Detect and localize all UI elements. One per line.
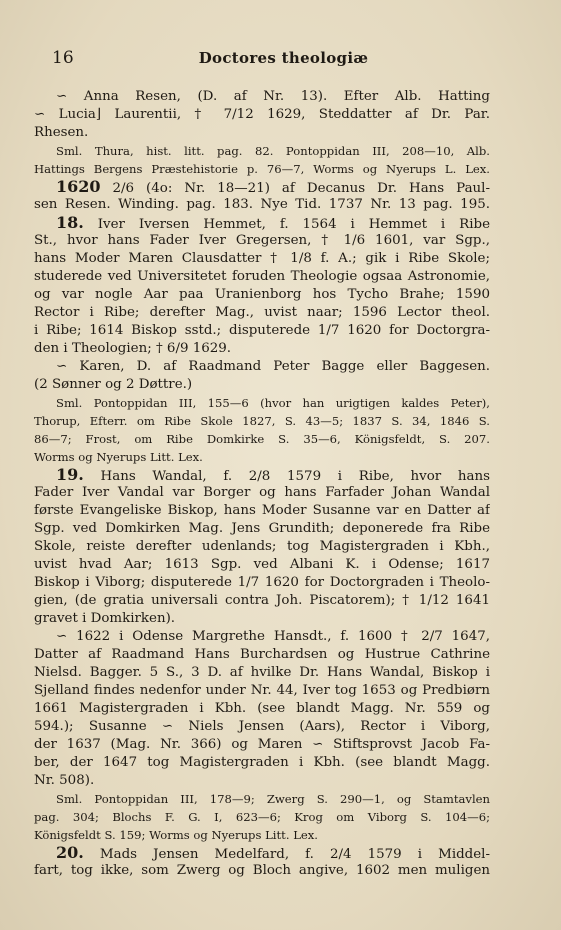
text-line: 20. Mads Jensen Medelfard, f. 2/4 1579 i Middel- bbox=[56, 844, 490, 862]
running-title: Doctores theologiæ bbox=[198, 49, 369, 67]
entry-number: 18. bbox=[56, 214, 84, 232]
text-line: Sml. Thura, hist. litt. pag. 82. Pontoppidan III, 208—10, Alb. bbox=[56, 144, 490, 158]
text-line: Datter af Raadmand Hans Burchardsen og Hustrue Cathrine bbox=[34, 647, 490, 662]
text-line: ∽ Anna Resen, (D. af Nr. 13). Efter Alb. Hatting bbox=[56, 89, 490, 104]
text-line: Königsfeldt S. 159; Worms og Nyerups Litt. Lex. bbox=[34, 828, 318, 842]
text-line: gien, (de gratia universali contra Joh. Piscatorem); † 1/12 1641 bbox=[34, 593, 490, 608]
text-line: Nr. 508). bbox=[34, 773, 95, 788]
text-line: Biskop i Viborg; disputerede 1/7 1620 for Doctorgraden i Theolo- bbox=[34, 575, 490, 590]
text-line: (2 Sønner og 2 Døttre.) bbox=[34, 377, 193, 392]
text-line: sen Resen. Winding. pag. 183. Nye Tid. 1737 Nr. 13 pag. 195. bbox=[34, 197, 490, 212]
text-line: Rhesen. bbox=[34, 125, 89, 140]
text-line: fart, tog ikke, som Zwerg og Bloch angive, 1602 men muligen bbox=[34, 863, 490, 878]
text-line: Sjelland findes nedenfor under Nr. 44, Iver tog 1653 og Predbiørn bbox=[34, 683, 490, 698]
text-line: ∽ 1622 i Odense Margrethe Hansdt., f. 1600 † 2/7 1647, bbox=[56, 629, 490, 644]
text-line: den i Theologien; † 6/9 1629. bbox=[34, 341, 232, 356]
text-line: 86—7; Frost, om Ribe Domkirke S. 35—6, Königsfeldt, S. 207. bbox=[34, 432, 490, 446]
entry-number: 1620 bbox=[56, 178, 101, 196]
text-line: der 1637 (Mag. Nr. 366) og Maren ∽ Stiftsprovst Jacob Fa- bbox=[34, 737, 490, 752]
text-line: 18. Iver Iversen Hemmet, f. 1564 i Hemmet i Ribe bbox=[56, 214, 490, 232]
text-line: St., hvor hans Fader Iver Gregersen, † 1/6 1601, var Sgp., bbox=[34, 233, 490, 248]
entry-number: 20. bbox=[56, 844, 84, 862]
text-line: første Evangeliske Biskop, hans Moder Susanne var en Datter af bbox=[34, 503, 490, 518]
page-number: 16 bbox=[52, 48, 74, 68]
page-header bbox=[44, 48, 523, 72]
text-line: Nielsd. Bagger. 5 S., 3 D. af hvilke Dr. Hans Wandal, Biskop i bbox=[34, 665, 490, 680]
text-line: ∽ Karen, D. af Raadmand Peter Bagge eller Baggesen. bbox=[56, 359, 490, 374]
text-line: 1661 Magistergraden i Kbh. (see blandt Magg. Nr. 559 og bbox=[34, 701, 490, 716]
text-line: 594.); Susanne ∽ Niels Jensen (Aars), Rector i Viborg, bbox=[34, 719, 490, 734]
text-line: ber, der 1647 tog Magistergraden i Kbh. (see blandt Magg. bbox=[34, 755, 490, 770]
text-line: Sml. Pontoppidan III, 178—9; Zwerg S. 290—1, og Stamtavlen bbox=[56, 792, 490, 806]
text-line: 1620 2/6 (4o: Nr. 18—21) af Decanus Dr. Hans Paul- bbox=[56, 178, 490, 196]
text-line: Hattings Bergens Præstehistorie p. 76—7, Worms og Nyerups L. Lex. bbox=[34, 162, 490, 176]
text-line: studerede ved Universitetet foruden Theologie ogsaa Astronomie, bbox=[34, 269, 490, 284]
text-line: 19. Hans Wandal, f. 2/8 1579 i Ribe, hvor hans bbox=[56, 466, 490, 484]
text-line: Worms og Nyerups Litt. Lex. bbox=[34, 450, 203, 464]
entry-number: 19. bbox=[56, 466, 84, 484]
text-line: i Ribe; 1614 Biskop sstd.; disputerede 1/7 1620 for Doctorgra- bbox=[34, 323, 490, 338]
text-line: Fader Iver Vandal var Borger og hans Farfader Johan Wandal bbox=[34, 485, 490, 500]
page-body-text bbox=[34, 88, 490, 880]
text-line: Thorup, Efterr. om Ribe Skole 1827, S. 43—5; 1837 S. 34, 1846 S. bbox=[34, 414, 490, 428]
text-line: ∽ Lucia⌋ Laurentii, † 7/12 1629, Steddatter af Dr. Par. bbox=[34, 107, 490, 122]
text-line: hans Moder Maren Clausdatter † 1/8 f. A.; gik i Ribe Skole; bbox=[34, 251, 490, 266]
text-line: pag. 304; Blochs F. G. I, 623—6; Krog om Viborg S. 104—6; bbox=[34, 810, 490, 824]
text-line: Sml. Pontoppidan III, 155—6 (hvor han urigtigen kaldes Peter), bbox=[56, 396, 490, 410]
text-line: Rector i Ribe; derefter Mag., uvist naar; 1596 Lector theol. bbox=[34, 305, 490, 320]
text-line: Sgp. ved Domkirken Mag. Jens Grundith; deponerede fra Ribe bbox=[34, 521, 490, 536]
text-line: Skole, reiste derefter udenlands; tog Magistergraden i Kbh., bbox=[34, 539, 490, 554]
text-line: uvist hvad Aar; 1613 Sgp. ved Albani K. i Odense; 1617 bbox=[34, 557, 490, 572]
text-line: og var nogle Aar paa Uranienborg hos Tycho Brahe; 1590 bbox=[34, 287, 490, 302]
text-line: gravet i Domkirken). bbox=[34, 611, 176, 626]
